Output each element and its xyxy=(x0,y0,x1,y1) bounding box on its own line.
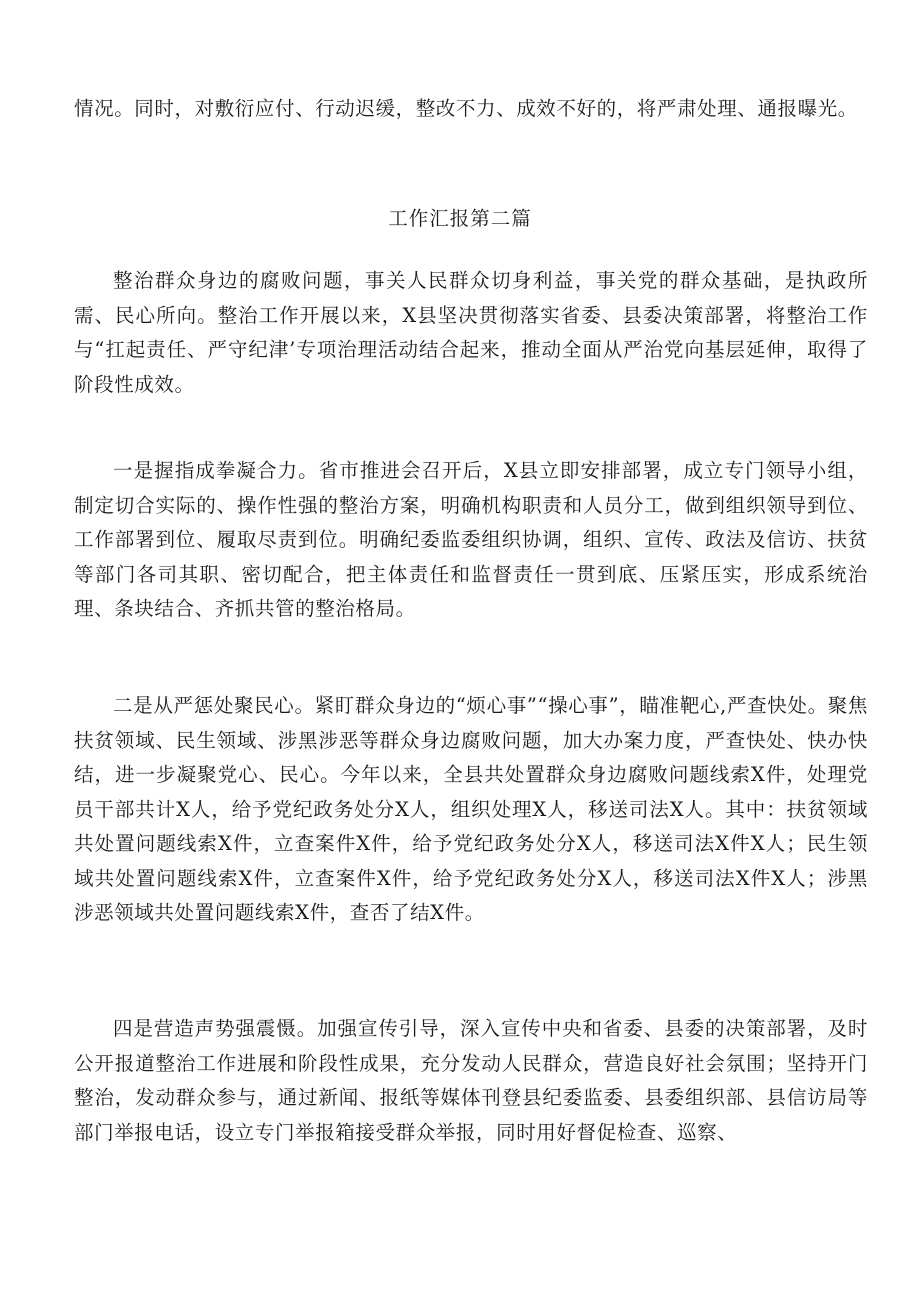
continuation-paragraph: 情况。同时，对敷衍应付、行动迟缓，整改不力、成效不好的，将严肃处理、通报曝光。 xyxy=(74,97,858,120)
section-title: 工作汇报第二篇 xyxy=(388,207,532,230)
paragraph-point-four: 四是营造声势强震慑。加强宣传引导，深入宣传中央和省委、县委的决策部署，及时公开报道整治工作进展和阶段性成果，充分发动人民群众，营造良好社会氛围；坚持开门整治，发动群众参与，通过新闻、报纸等媒体刊登县纪委监委、县委组织部、县信访局等部门举报电话，设立专门举报箱接受群众举报，同时用好督促检查、巡察、 xyxy=(74,1017,868,1144)
intro-paragraph: 整治群众身边的腐败问题，事关人民群众切身利益，事关党的群众基础，是执政所需、民心所向。整治工作开展以来，X县坚决贯彻落实省委、县委决策部署，将整治工作与“扛起责任、严守纪津’专项治理活动结合起来，推动全面从严治党向基层延伸，取得了阶段性成效。 xyxy=(74,269,868,396)
paragraph-point-one: 一是握指成拳凝合力。省市推进会召开后，X县立即安排部署，成立专门领导小组，制定切合实际的、操作性强的整治方案，明确机构职责和人员分工，做到组织领导到位、工作部署到位、履取尽责到位。明确纪委监委组织协调，组织、宣传、政法及信访、扶贫等部门各司其职、密切配合，把主体责任和监督责任一贯到底、压紧压实，形成系统治理、条块结合、齐抓共管的整治格局。 xyxy=(74,459,868,620)
paragraph-point-two: 二是从严惩处聚民心。紧盯群众身边的“烦心事”“操心事”，瞄准靶心,严查快处。聚焦扶贫领域、民生领域、涉黑涉恶等群众身边腐败问题，加大办案力度，严查快处、快办快结，进一步凝聚党心、民心。今年以来，全县共处置群众身边腐败问题线索X件，处理党员干部共计X人，给予党纪政务处分X人，组织处理X人，移送司法X人。其中：扶贫领域共处置问题线索X件，立查案件X件，给予党纪政务处分X人，移送司法X件X人；民生领域共处置问题线索X件，立查案件X件，给予党纪政务处分X人，移送司法X件X人；涉黑涉恶领域共处置问题线索X件，查否了结X件。 xyxy=(74,694,868,924)
